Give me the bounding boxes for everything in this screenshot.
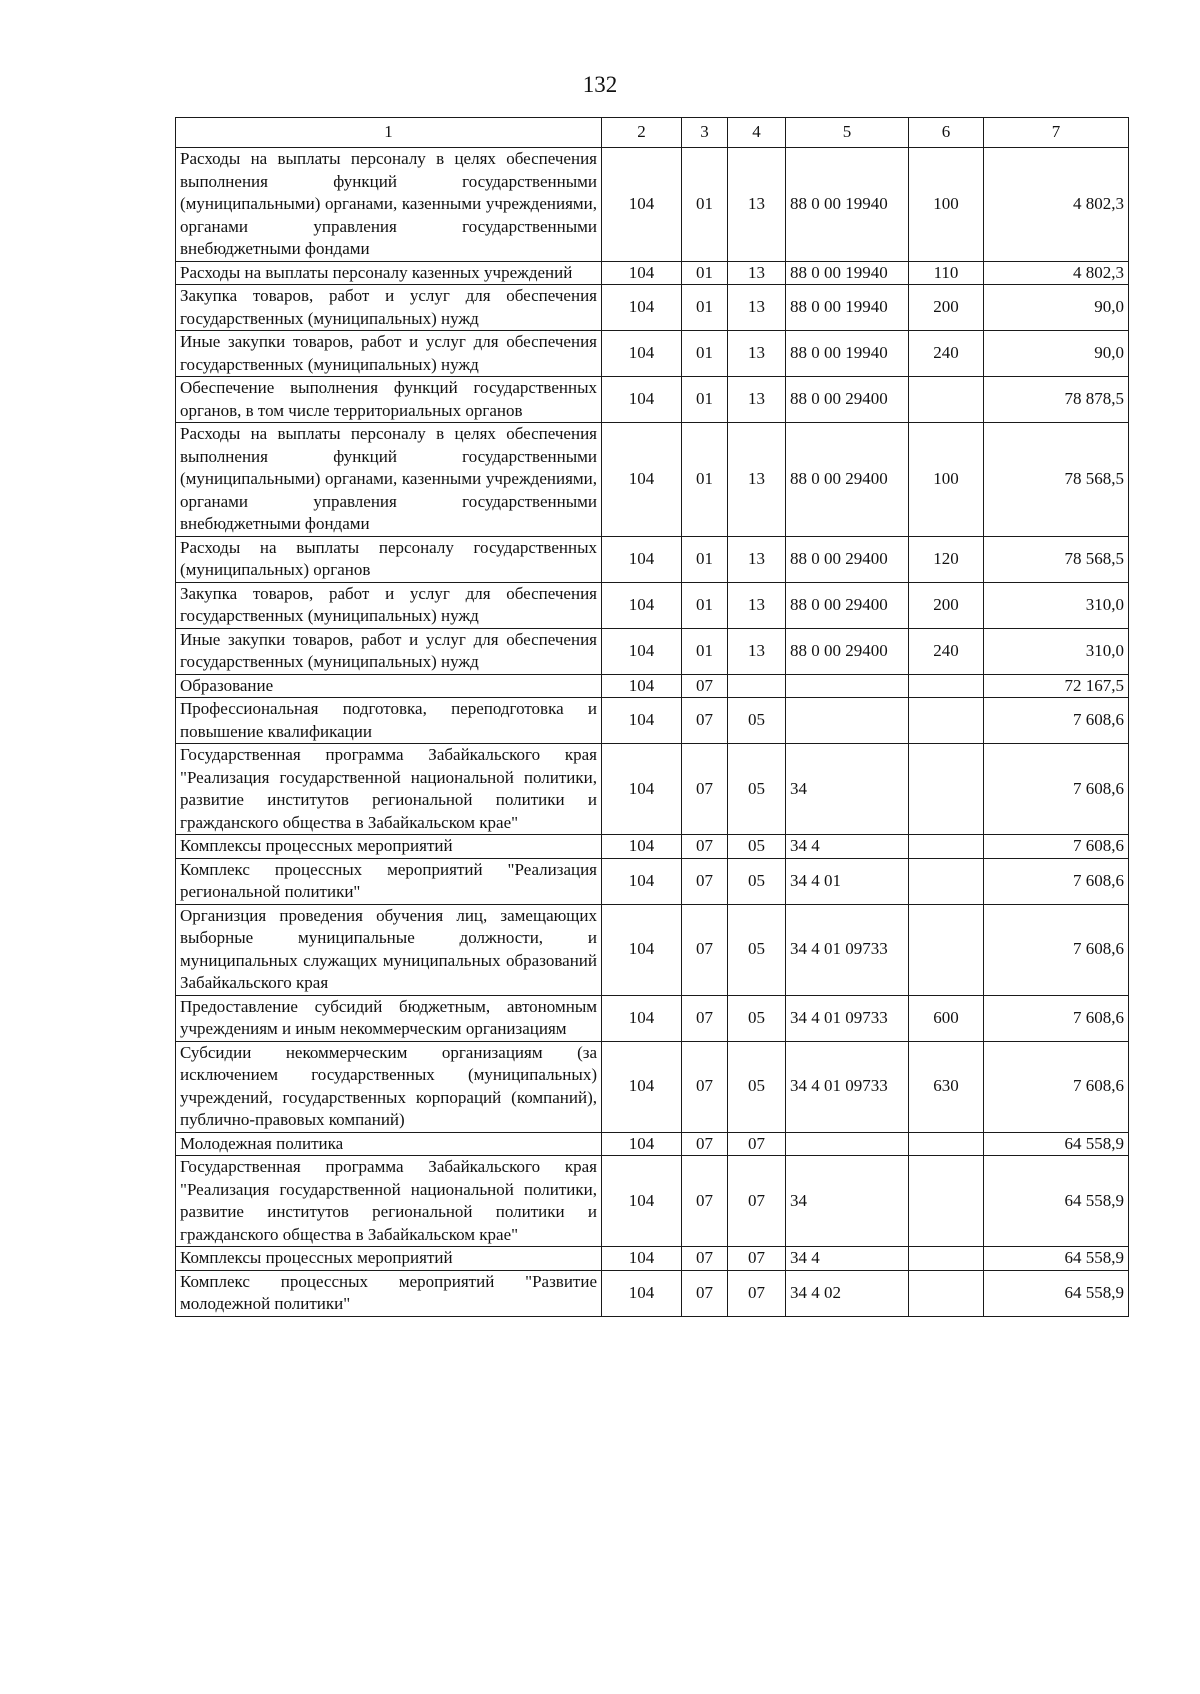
- cell-col3: 07: [682, 744, 728, 835]
- row-name: Молодежная политика: [176, 1132, 602, 1156]
- cell-amount: 7 608,6: [984, 1041, 1129, 1132]
- cell-col4: 13: [728, 331, 786, 377]
- cell-col6: [909, 377, 984, 423]
- cell-col6: [909, 744, 984, 835]
- cell-col4: 05: [728, 995, 786, 1041]
- cell-col5: 88 0 00 29400: [786, 377, 909, 423]
- cell-amount: 78 568,5: [984, 536, 1129, 582]
- row-name: Государственная программа Забайкальского края "Реализация государственной национальной политики, развитие институтов региональной политики и гражданского общества в Забайкальском крае": [176, 744, 602, 835]
- table-row: [176, 698, 1129, 744]
- cell-col3: 07: [682, 1156, 728, 1247]
- row-name: Организция проведения обучения лиц, замещающих выборные муниципальные должности, и муниципальных служащих муниципальных образований Забайкальского края: [176, 904, 602, 995]
- cell-col5: 34 4 01: [786, 858, 909, 904]
- table-row: [176, 285, 1129, 331]
- cell-col2: 104: [602, 148, 682, 262]
- cell-col2: 104: [602, 674, 682, 698]
- cell-col2: 104: [602, 1270, 682, 1316]
- cell-col2: 104: [602, 261, 682, 285]
- cell-col4: 13: [728, 423, 786, 537]
- cell-col5: 88 0 00 29400: [786, 423, 909, 537]
- table-row: [176, 423, 1129, 537]
- row-name: Расходы на выплаты персоналу в целях обеспечения выполнения функций государственными (муниципальными) органами, казенными учреждениями, органами управления государственными внебюджетными фондами: [176, 423, 602, 537]
- table-row: [176, 261, 1129, 285]
- cell-col5: 88 0 00 19940: [786, 261, 909, 285]
- cell-col4: 07: [728, 1270, 786, 1316]
- cell-amount: 78 878,5: [984, 377, 1129, 423]
- table-row: [176, 744, 1129, 835]
- cell-col6: [909, 904, 984, 995]
- cell-col4: 13: [728, 285, 786, 331]
- cell-col2: 104: [602, 698, 682, 744]
- table-row: [176, 904, 1129, 995]
- cell-col2: 104: [602, 285, 682, 331]
- cell-amount: 72 167,5: [984, 674, 1129, 698]
- cell-amount: 7 608,6: [984, 698, 1129, 744]
- cell-amount: 7 608,6: [984, 835, 1129, 859]
- cell-col5: 34 4 01 09733: [786, 1041, 909, 1132]
- cell-col4: 05: [728, 698, 786, 744]
- row-name: Расходы на выплаты персоналу казенных учреждений: [176, 261, 602, 285]
- cell-col3: 01: [682, 377, 728, 423]
- cell-col5: 34 4 02: [786, 1270, 909, 1316]
- cell-col2: 104: [602, 377, 682, 423]
- cell-amount: 310,0: [984, 628, 1129, 674]
- cell-col3: 07: [682, 995, 728, 1041]
- cell-col6: [909, 1247, 984, 1271]
- table-row: [176, 628, 1129, 674]
- cell-col5: [786, 1132, 909, 1156]
- cell-col6: 200: [909, 582, 984, 628]
- cell-amount: 310,0: [984, 582, 1129, 628]
- cell-col2: 104: [602, 582, 682, 628]
- cell-col6: [909, 1156, 984, 1247]
- table-header-row: [176, 118, 1129, 148]
- cell-amount: 90,0: [984, 331, 1129, 377]
- cell-col4: 13: [728, 582, 786, 628]
- cell-col5: 88 0 00 19940: [786, 285, 909, 331]
- cell-amount: 64 558,9: [984, 1156, 1129, 1247]
- cell-col3: 07: [682, 904, 728, 995]
- row-name: Государственная программа Забайкальского края "Реализация государственной национальной политики, развитие институтов региональной политики и гражданского общества в Забайкальском крае": [176, 1156, 602, 1247]
- cell-col3: 01: [682, 423, 728, 537]
- table-row: [176, 536, 1129, 582]
- cell-col5: 88 0 00 19940: [786, 331, 909, 377]
- cell-col4: 05: [728, 1041, 786, 1132]
- cell-col4: 07: [728, 1156, 786, 1247]
- cell-col6: 100: [909, 423, 984, 537]
- table-row: [176, 1132, 1129, 1156]
- cell-col6: 240: [909, 628, 984, 674]
- cell-col4: 13: [728, 628, 786, 674]
- row-name: Предоставление субсидий бюджетным, автономным учреждениям и иным некоммерческим организациям: [176, 995, 602, 1041]
- cell-amount: 7 608,6: [984, 904, 1129, 995]
- cell-col5: 88 0 00 19940: [786, 148, 909, 262]
- cell-col3: 07: [682, 1041, 728, 1132]
- cell-col4: 05: [728, 835, 786, 859]
- cell-amount: 4 802,3: [984, 148, 1129, 262]
- cell-col6: 110: [909, 261, 984, 285]
- cell-amount: 7 608,6: [984, 858, 1129, 904]
- cell-col3: 01: [682, 331, 728, 377]
- cell-col4: 07: [728, 1132, 786, 1156]
- cell-amount: 64 558,9: [984, 1247, 1129, 1271]
- column-header: 5: [786, 118, 909, 148]
- cell-col4: 05: [728, 904, 786, 995]
- cell-col4: 05: [728, 744, 786, 835]
- cell-col3: 07: [682, 1270, 728, 1316]
- cell-col3: 07: [682, 674, 728, 698]
- cell-col2: 104: [602, 1132, 682, 1156]
- table-row: [176, 835, 1129, 859]
- cell-col2: 104: [602, 423, 682, 537]
- table-row: [176, 1156, 1129, 1247]
- cell-col2: 104: [602, 628, 682, 674]
- row-name: Расходы на выплаты персоналу в целях обеспечения выполнения функций государственными (муниципальными) органами, казенными учреждениями, органами управления государственными внебюджетными фондами: [176, 148, 602, 262]
- cell-col3: 01: [682, 628, 728, 674]
- cell-col4: 13: [728, 261, 786, 285]
- column-header: 7: [984, 118, 1129, 148]
- row-name: Расходы на выплаты персоналу государственных (муниципальных) органов: [176, 536, 602, 582]
- cell-col2: 104: [602, 331, 682, 377]
- cell-col3: 01: [682, 148, 728, 262]
- cell-col6: 240: [909, 331, 984, 377]
- cell-col2: 104: [602, 1156, 682, 1247]
- column-header: 6: [909, 118, 984, 148]
- cell-col6: 120: [909, 536, 984, 582]
- column-header: 1: [176, 118, 602, 148]
- table-row: [176, 674, 1129, 698]
- cell-col5: 34 4: [786, 835, 909, 859]
- cell-col5: 88 0 00 29400: [786, 536, 909, 582]
- cell-col5: 34: [786, 744, 909, 835]
- cell-col2: 104: [602, 835, 682, 859]
- row-name: Комплексы процессных мероприятий: [176, 835, 602, 859]
- row-name: Образование: [176, 674, 602, 698]
- table-row: [176, 1270, 1129, 1316]
- cell-col3: 07: [682, 858, 728, 904]
- column-header: 4: [728, 118, 786, 148]
- table-row: [176, 1247, 1129, 1271]
- cell-col3: 07: [682, 835, 728, 859]
- cell-col4: 13: [728, 536, 786, 582]
- cell-col6: 630: [909, 1041, 984, 1132]
- cell-col6: [909, 674, 984, 698]
- cell-col4: 07: [728, 1247, 786, 1271]
- cell-col2: 104: [602, 904, 682, 995]
- cell-col2: 104: [602, 995, 682, 1041]
- cell-col3: 01: [682, 261, 728, 285]
- cell-amount: 90,0: [984, 285, 1129, 331]
- cell-col2: 104: [602, 858, 682, 904]
- cell-col2: 104: [602, 536, 682, 582]
- cell-col3: 01: [682, 536, 728, 582]
- column-header: 3: [682, 118, 728, 148]
- cell-col5: 88 0 00 29400: [786, 628, 909, 674]
- row-name: Комплекс процессных мероприятий "Развитие молодежной политики": [176, 1270, 602, 1316]
- cell-col4: 13: [728, 148, 786, 262]
- cell-col6: 200: [909, 285, 984, 331]
- cell-col6: 100: [909, 148, 984, 262]
- cell-col3: 07: [682, 1132, 728, 1156]
- cell-col3: 01: [682, 285, 728, 331]
- table-row: [176, 377, 1129, 423]
- row-name: Комплексы процессных мероприятий: [176, 1247, 602, 1271]
- cell-col5: [786, 674, 909, 698]
- cell-col6: 600: [909, 995, 984, 1041]
- cell-col6: [909, 835, 984, 859]
- table-row: [176, 582, 1129, 628]
- cell-col5: 34 4: [786, 1247, 909, 1271]
- cell-col3: 01: [682, 582, 728, 628]
- cell-col3: 07: [682, 1247, 728, 1271]
- cell-amount: 64 558,9: [984, 1132, 1129, 1156]
- table-row: [176, 1041, 1129, 1132]
- cell-col6: [909, 1132, 984, 1156]
- cell-col4: [728, 674, 786, 698]
- cell-col5: 34 4 01 09733: [786, 995, 909, 1041]
- cell-col5: [786, 698, 909, 744]
- cell-col5: 34 4 01 09733: [786, 904, 909, 995]
- row-name: Закупка товаров, работ и услуг для обеспечения государственных (муниципальных) нужд: [176, 582, 602, 628]
- cell-amount: 78 568,5: [984, 423, 1129, 537]
- row-name: Комплекс процессных мероприятий "Реализация региональной политики": [176, 858, 602, 904]
- table-row: [176, 858, 1129, 904]
- cell-col2: 104: [602, 1041, 682, 1132]
- cell-col2: 104: [602, 744, 682, 835]
- cell-amount: 64 558,9: [984, 1270, 1129, 1316]
- row-name: Закупка товаров, работ и услуг для обеспечения государственных (муниципальных) нужд: [176, 285, 602, 331]
- table-row: [176, 995, 1129, 1041]
- cell-col5: 34: [786, 1156, 909, 1247]
- row-name: Обеспечение выполнения функций государственных органов, в том числе территориальных органов: [176, 377, 602, 423]
- table-row: [176, 331, 1129, 377]
- cell-col4: 13: [728, 377, 786, 423]
- row-name: Иные закупки товаров, работ и услуг для обеспечения государственных (муниципальных) нужд: [176, 628, 602, 674]
- cell-col6: [909, 1270, 984, 1316]
- cell-amount: 7 608,6: [984, 744, 1129, 835]
- cell-col2: 104: [602, 1247, 682, 1271]
- cell-col5: 88 0 00 29400: [786, 582, 909, 628]
- row-name: Иные закупки товаров, работ и услуг для обеспечения государственных (муниципальных) нужд: [176, 331, 602, 377]
- cell-col6: [909, 858, 984, 904]
- table-row: [176, 148, 1129, 262]
- column-header: 2: [602, 118, 682, 148]
- cell-amount: 7 608,6: [984, 995, 1129, 1041]
- cell-amount: 4 802,3: [984, 261, 1129, 285]
- page-number: 132: [582, 72, 618, 97]
- budget-table: [175, 117, 1129, 1317]
- row-name: Субсидии некоммерческим организациям (за исключением государственных (муниципальных) учреждений, государственных корпораций (компаний), публично-правовых компаний): [176, 1041, 602, 1132]
- cell-col4: 05: [728, 858, 786, 904]
- cell-col3: 07: [682, 698, 728, 744]
- cell-col6: [909, 698, 984, 744]
- row-name: Профессиональная подготовка, переподготовка и повышение квалификации: [176, 698, 602, 744]
